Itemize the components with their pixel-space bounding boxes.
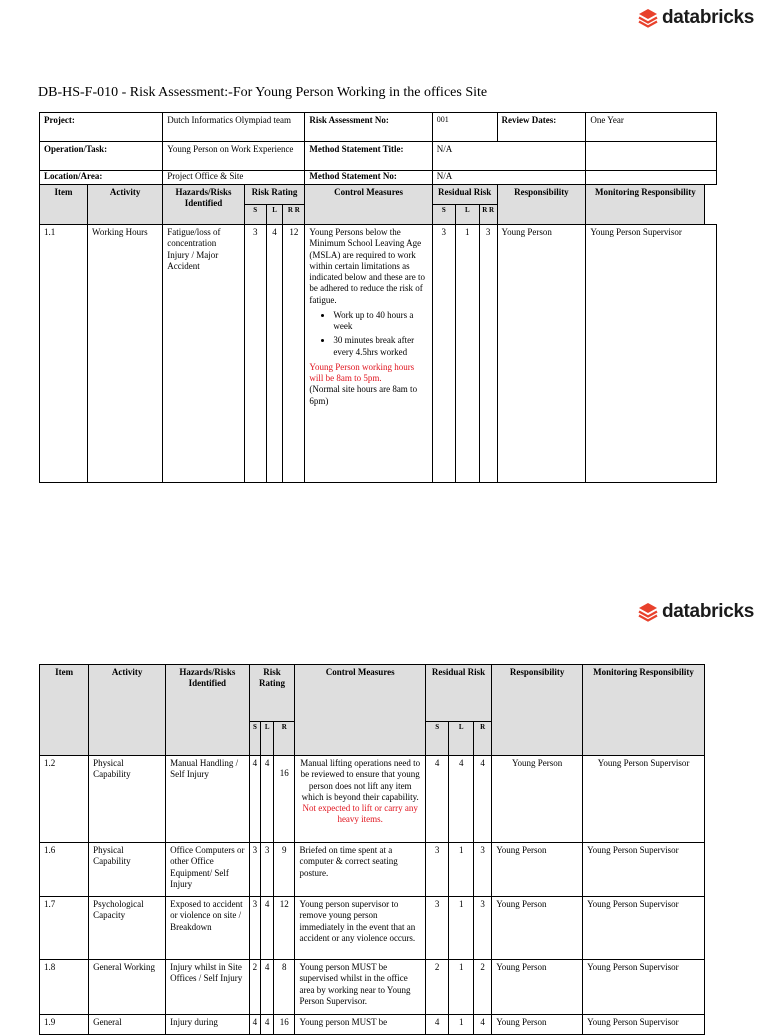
row-hazards: Injury whilst in Site Offices / Self Injury <box>166 960 249 1015</box>
control-bullets <box>309 310 427 358</box>
col-s: S <box>244 205 266 225</box>
ra-no-label: Risk Assessment No: <box>305 113 432 142</box>
row-activity: General Working <box>89 960 166 1015</box>
row-responsibility: Young Person <box>492 1015 583 1035</box>
row-responsibility: Young Person <box>492 843 583 897</box>
row-responsibility: Young Person <box>492 897 583 960</box>
col-residual-s: S <box>432 205 455 225</box>
operation-label: Operation/Task: <box>40 142 163 171</box>
row-residual-l: 4 <box>449 756 474 843</box>
table-row <box>40 225 717 483</box>
col-r: R <box>274 722 295 756</box>
control-text: Manual lifting operations need to be reviewed to ensure that young person does not lift any item which is beyond their capability. <box>300 758 421 802</box>
col-l: L <box>266 205 283 225</box>
col-monitoring: Monitoring Responsibility <box>583 665 705 756</box>
row-control: Briefed on time spent at a computer & correct seating posture. <box>295 843 425 897</box>
table-row <box>40 843 705 897</box>
risk-assessment-table-2 <box>39 664 705 1035</box>
col-residual: Residual Risk <box>432 185 497 205</box>
logo-text: databricks <box>661 601 754 622</box>
row-activity: General <box>89 1015 166 1035</box>
risk-assessment-table-1 <box>39 112 717 483</box>
ra-no-value: 001 <box>432 113 497 142</box>
col-control: Control Measures <box>295 665 425 756</box>
col-control: Control Measures <box>305 185 432 225</box>
method-title-label: Method Statement Title: <box>305 142 432 171</box>
row-residual-r: 4 <box>474 756 492 843</box>
row-s: 3 <box>249 897 261 960</box>
operation-value: Young Person on Work Experience <box>163 142 305 171</box>
control-red-note: Young Person working hours will be 8am to 5pm. <box>309 361 415 383</box>
row-responsibility: Young Person <box>497 225 586 483</box>
row-residual-s: 2 <box>425 960 449 1015</box>
row-l: 4 <box>261 960 274 1015</box>
table-row <box>40 756 705 843</box>
project-label: Project: <box>40 113 163 142</box>
row-s: 3 <box>249 843 261 897</box>
review-value: One Year <box>586 113 717 142</box>
row-r: 16 <box>274 1015 295 1035</box>
databricks-logo <box>638 601 754 623</box>
row-control <box>305 225 432 483</box>
row-control: Young person MUST be supervised whilst in the office area by working near to Young Person Supervisor. <box>295 960 425 1015</box>
col-risk-rating: Risk Rating <box>249 665 295 722</box>
row-monitoring: Young Person Supervisor <box>586 225 717 483</box>
control-intro: Young Persons below the Minimum School Leaving Age (MSLA) are required to work within certain limitations as indicated below and these are to be adhered to reduce the risk of fatigue. <box>309 227 426 305</box>
row-residual-r: 4 <box>474 1015 492 1035</box>
col-item: Item <box>40 665 89 756</box>
row-hazards: Office Computers or other Office Equipment/ Self Injury <box>166 843 249 897</box>
col-item: Item <box>40 185 88 225</box>
method-no-value: N/A <box>432 171 586 185</box>
col-residual-s: S <box>425 722 449 756</box>
row-residual-l: 1 <box>449 843 474 897</box>
row-hazards: Injury during <box>166 1015 249 1035</box>
row-residual-s: 4 <box>425 756 449 843</box>
col-residual: Residual Risk <box>425 665 491 722</box>
row-residual-l: 1 <box>449 1015 474 1035</box>
row-control <box>295 756 425 843</box>
location-value: Project Office & Site <box>163 171 305 185</box>
review-label: Review Dates: <box>497 113 586 142</box>
col-s: S <box>249 722 261 756</box>
row-s: 4 <box>249 756 261 843</box>
row-s: 3 <box>244 225 266 483</box>
control-site-hours: (Normal site hours are 8am to 6pm) <box>309 384 418 406</box>
row-residual-s: 3 <box>432 225 455 483</box>
project-value: Dutch Informatics Olympiad team <box>163 113 305 142</box>
row-r: 16 <box>274 756 295 843</box>
row-residual-s: 4 <box>425 1015 449 1035</box>
row-residual-r: 3 <box>474 897 492 960</box>
row-item: 1.8 <box>40 960 89 1015</box>
logo-text: databricks <box>661 7 754 28</box>
row-residual-l: 1 <box>449 960 474 1015</box>
row-monitoring: Young Person Supervisor <box>583 1015 705 1035</box>
row-monitoring: Young Person Supervisor <box>583 897 705 960</box>
row-control: Young person supervisor to remove young person immediately in the event that an accident or any violence occurs. <box>295 897 425 960</box>
row-activity: Physical Capability <box>89 756 166 843</box>
col-hazards: Hazards/Risks Identified <box>163 185 244 225</box>
row-activity: Working Hours <box>88 225 163 483</box>
row-activity: Psychological Capacity <box>89 897 166 960</box>
table-row <box>40 1015 705 1035</box>
databricks-logo <box>638 7 754 29</box>
row-l: 4 <box>266 225 283 483</box>
col-monitoring: Monitoring Responsibility <box>586 185 705 225</box>
method-no-label: Method Statement No: <box>305 171 432 185</box>
row-residual-s: 3 <box>425 843 449 897</box>
col-risk-rating: Risk Rating <box>244 185 305 205</box>
row-l: 4 <box>261 897 274 960</box>
row-monitoring: Young Person Supervisor <box>583 960 705 1015</box>
row-item: 1.1 <box>40 225 88 483</box>
row-responsibility: Young Person <box>492 960 583 1015</box>
row-l: 4 <box>261 756 274 843</box>
table-row <box>40 897 705 960</box>
row-monitoring: Young Person Supervisor <box>583 756 705 843</box>
bullet-item: • 30 minutes break after every 4.5hrs worked <box>333 335 427 358</box>
row-responsibility: Young Person <box>492 756 583 843</box>
row-residual-l: 1 <box>449 897 474 960</box>
row-r: 12 <box>274 897 295 960</box>
row-monitoring: Young Person Supervisor <box>583 843 705 897</box>
row-s: 2 <box>249 960 261 1015</box>
row-r: 9 <box>274 843 295 897</box>
col-l: L <box>261 722 274 756</box>
databricks-stack-icon <box>638 8 658 28</box>
method-title-value: N/A <box>432 142 586 171</box>
databricks-stack-icon <box>638 602 658 622</box>
row-r: 8 <box>274 960 295 1015</box>
row-hazards: Fatigue/loss of concentration Injury / Major Accident <box>163 225 244 483</box>
row-item: 1.6 <box>40 843 89 897</box>
col-hazards: Hazards/Risks Identified <box>166 665 249 756</box>
col-responsibility: Responsibility <box>492 665 583 756</box>
col-residual-l: L <box>449 722 474 756</box>
col-responsibility: Responsibility <box>497 185 586 225</box>
col-activity: Activity <box>89 665 166 756</box>
row-hazards: Exposed to accident or violence on site / Breakdown <box>166 897 249 960</box>
document-title: DB-HS-F-010 - Risk Assessment:-For Young Person Working in the offices Site <box>38 85 488 100</box>
row-control: Young person MUST be <box>295 1015 425 1035</box>
col-residual-l: L <box>455 205 479 225</box>
row-hazards: Manual Handling / Self Injury <box>166 756 249 843</box>
row-l: 3 <box>261 843 274 897</box>
row-item: 1.9 <box>40 1015 89 1035</box>
table-row <box>40 960 705 1015</box>
row-item: 1.2 <box>40 756 89 843</box>
row-residual-r: 3 <box>479 225 497 483</box>
col-activity: Activity <box>88 185 163 225</box>
control-red-note: Not expected to lift or carry any heavy items. <box>302 803 418 825</box>
row-residual-r: 2 <box>474 960 492 1015</box>
row-l: 4 <box>261 1015 274 1035</box>
location-label: Location/Area: <box>40 171 163 185</box>
row-item: 1.7 <box>40 897 89 960</box>
row-rr: 12 <box>283 225 305 483</box>
row-s: 4 <box>249 1015 261 1035</box>
row-residual-s: 3 <box>425 897 449 960</box>
bullet-item: • Work up to 40 hours a week <box>333 310 427 333</box>
row-residual-l: 1 <box>455 225 479 483</box>
col-rr: R R <box>283 205 305 225</box>
row-residual-r: 3 <box>474 843 492 897</box>
row-activity: Physical Capability <box>89 843 166 897</box>
col-residual-rr: R R <box>479 205 497 225</box>
col-residual-r: R <box>474 722 492 756</box>
